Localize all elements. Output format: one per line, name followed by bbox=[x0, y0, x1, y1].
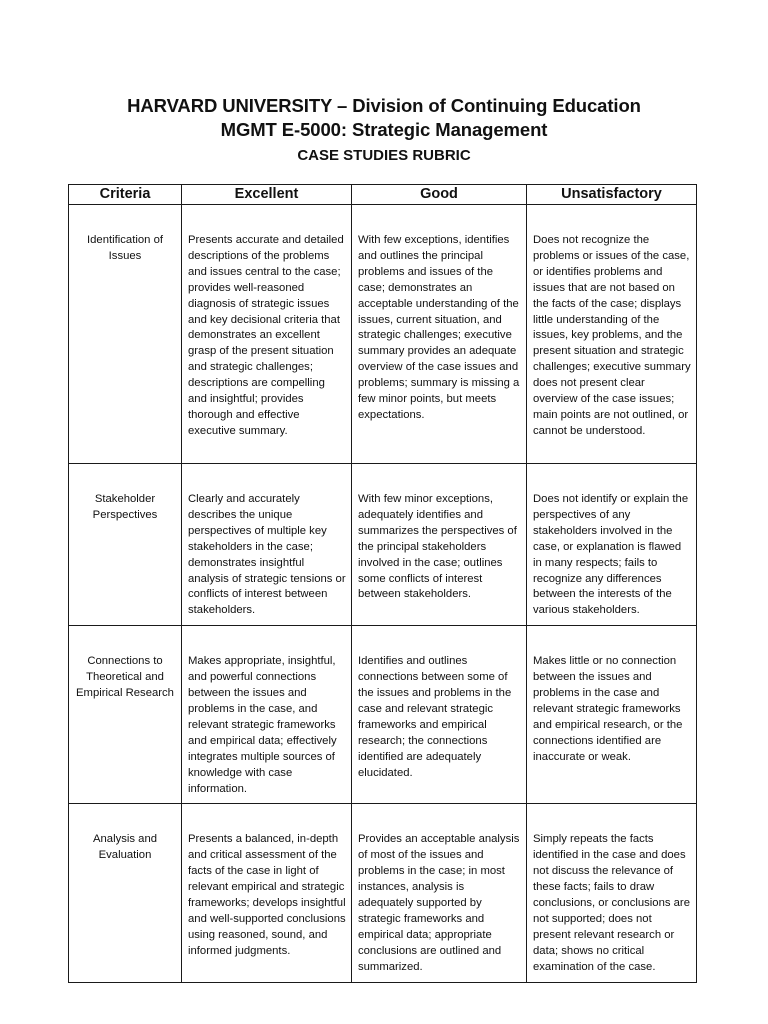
rubric-table bbox=[68, 184, 697, 983]
good-cell: With few minor exceptions, adequately identifies and summarizes the perspectives of the principal stakeholders involved in the case; outlines some conflicts of interest between stakeholders. bbox=[352, 464, 527, 626]
column-header-unsatisfactory: Unsatisfactory bbox=[527, 185, 697, 205]
criteria-cell: Analysis and Evaluation bbox=[69, 804, 182, 982]
table-row bbox=[69, 205, 697, 464]
excellent-cell: Makes appropriate, insightful, and powerful connections between the issues and problems in the case, and relevant strategic frameworks and empirical data; effectively integrates multiple sources of knowledge with case information. bbox=[182, 626, 352, 804]
excellent-cell: Presents accurate and detailed descriptions of the problems and issues central to the case; provides well-reasoned diagnosis of strategic issues and key decisional criteria that demonstrates an excellent grasp of the present situation and strategic challenges; descriptions are compelling and insightful; provides thorough and effective executive summary. bbox=[182, 205, 352, 464]
criteria-cell: Stakeholder Perspectives bbox=[69, 464, 182, 626]
institution-title: HARVARD UNIVERSITY – Division of Continuing Education bbox=[127, 95, 641, 116]
criteria-cell: Connections to Theoretical and Empirical Research bbox=[69, 626, 182, 804]
excellent-cell: Clearly and accurately describes the unique perspectives of multiple key stakeholders in the case; demonstrates insightful analysis of strategic tensions or conflicts of interest between stakeholders. bbox=[182, 464, 352, 626]
unsatisfactory-cell: Simply repeats the facts identified in the case and does not discuss the relevance of these facts; fails to draw conclusions, or conclusions are not supported; does not present relevant research or data; shows no critical examination of the case. bbox=[527, 804, 697, 982]
table-row bbox=[69, 464, 697, 626]
good-cell: Provides an acceptable analysis of most of the issues and problems in the case; in most instances, analysis is adequately supported by strategic frameworks and empirical data; appropriate conclusions are outlined and summarized. bbox=[352, 804, 527, 982]
unsatisfactory-cell: Does not recognize the problems or issues of the case, or identifies problems and issues that are not based on the facts of the case; displays little understanding of the issues, key problems, and the present situation and strategic challenges; executive summary does not present clear overview of the case issues; main points are not outlined, or cannot be understood. bbox=[527, 205, 697, 464]
criteria-cell: Identification of Issues bbox=[69, 205, 182, 464]
rubric-title: CASE STUDIES RUBRIC bbox=[297, 147, 471, 164]
unsatisfactory-cell: Does not identify or explain the perspectives of any stakeholders involved in the case, or explanation is flawed in many respects; fails to recognize any differences between the interests of the various stakeholders. bbox=[527, 464, 697, 626]
column-header-good: Good bbox=[352, 185, 527, 205]
table-row bbox=[69, 804, 697, 982]
good-cell: Identifies and outlines connections between some of the issues and problems in the case and relevant strategic frameworks and empirical research; the connections identified are adequately elucidated. bbox=[352, 626, 527, 804]
excellent-cell: Presents a balanced, in-depth and critical assessment of the facts of the case in light of relevant empirical and strategic frameworks; develops insightful and well-supported conclusions using reasoned, sound, and informed judgments. bbox=[182, 804, 352, 982]
course-title: MGMT E-5000: Strategic Management bbox=[220, 119, 548, 140]
column-header-criteria: Criteria bbox=[69, 185, 182, 205]
unsatisfactory-cell: Makes little or no connection between the issues and problems in the case and relevant strategic frameworks and empirical research, or the connections identified are inaccurate or weak. bbox=[527, 626, 697, 804]
table-header-row bbox=[69, 185, 697, 205]
table-row bbox=[69, 626, 697, 804]
column-header-excellent: Excellent bbox=[182, 185, 352, 205]
good-cell: With few exceptions, identifies and outlines the principal problems and issues of the case; demonstrates an acceptable understanding of the issues, current situation, and strategic challenges; executive summary provides an adequate overview of the case issues and problems; summary is missing a few minor points, but meets expectations. bbox=[352, 205, 527, 464]
document-header bbox=[0, 94, 768, 166]
